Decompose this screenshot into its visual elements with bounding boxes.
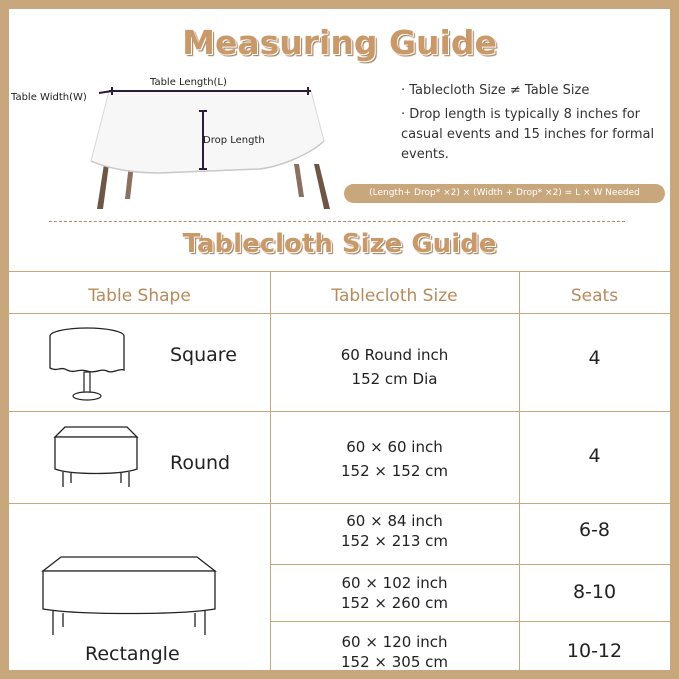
measuring-guide-page xyxy=(9,9,670,670)
size-guide-title: Tablecloth Size Guide xyxy=(182,229,497,259)
size-metric: 152 cm Dia xyxy=(351,370,438,388)
size-imperial: 60 × 102 inch xyxy=(341,574,448,592)
shape-label-square: Square xyxy=(170,344,237,366)
size-imperial: 60 × 60 inch xyxy=(346,438,443,456)
square-table-icon xyxy=(51,423,141,491)
seats-cell: 4 xyxy=(588,445,601,467)
size-cell xyxy=(270,573,519,613)
seats-cell: 8-10 xyxy=(572,581,617,603)
size-metric: 152 × 213 cm xyxy=(341,532,448,550)
note-size: · Tablecloth Size ≠ Table Size xyxy=(401,83,590,98)
table-width-label: Table Width(W) xyxy=(11,92,87,103)
rectangle-table-icon xyxy=(39,553,219,639)
size-cell xyxy=(270,435,519,483)
round-table-icon xyxy=(47,326,127,404)
row-divider xyxy=(270,564,670,565)
drop-length-label: Drop Length xyxy=(203,135,265,146)
row-divider xyxy=(270,621,670,622)
size-table xyxy=(9,271,670,670)
seats-cell: 10-12 xyxy=(566,640,623,662)
size-metric: 152 × 260 cm xyxy=(341,594,448,612)
size-imperial: 60 × 84 inch xyxy=(346,512,443,530)
seats-cell: 4 xyxy=(588,347,601,369)
note-drop-length: · Drop length is typically 8 inches for casual events and 15 inches for formal events. xyxy=(401,107,655,162)
header-seats: Seats xyxy=(570,286,619,306)
page-title: Measuring Guide xyxy=(182,23,497,62)
header-table-shape: Table Shape xyxy=(88,286,191,306)
shape-label-round: Round xyxy=(170,452,231,474)
size-metric: 152 × 305 cm xyxy=(341,653,448,670)
size-metric: 152 × 152 cm xyxy=(341,462,448,480)
dashed-divider xyxy=(49,221,625,222)
table-length-label: Table Length(L) xyxy=(150,77,227,88)
size-formula-pill: (Length+ Drop* ×2) × (Width + Drop* ×2) = L × W Needed xyxy=(344,184,665,203)
seats-cell: 6-8 xyxy=(578,519,611,541)
size-imperial: 60 × 120 inch xyxy=(341,633,448,651)
size-cell xyxy=(270,632,519,670)
header-divider xyxy=(9,313,670,314)
measuring-notes xyxy=(401,81,661,169)
shape-label-rectangle: Rectangle xyxy=(85,643,180,665)
column-divider xyxy=(519,271,520,670)
size-cell xyxy=(270,343,519,391)
measuring-diagram xyxy=(9,69,339,219)
header-tablecloth-size: Tablecloth Size xyxy=(331,286,458,306)
size-imperial: 60 Round inch xyxy=(340,346,449,364)
row-divider xyxy=(9,411,670,412)
row-divider xyxy=(9,503,670,504)
size-cell xyxy=(270,511,519,551)
table-border-top xyxy=(9,271,670,272)
